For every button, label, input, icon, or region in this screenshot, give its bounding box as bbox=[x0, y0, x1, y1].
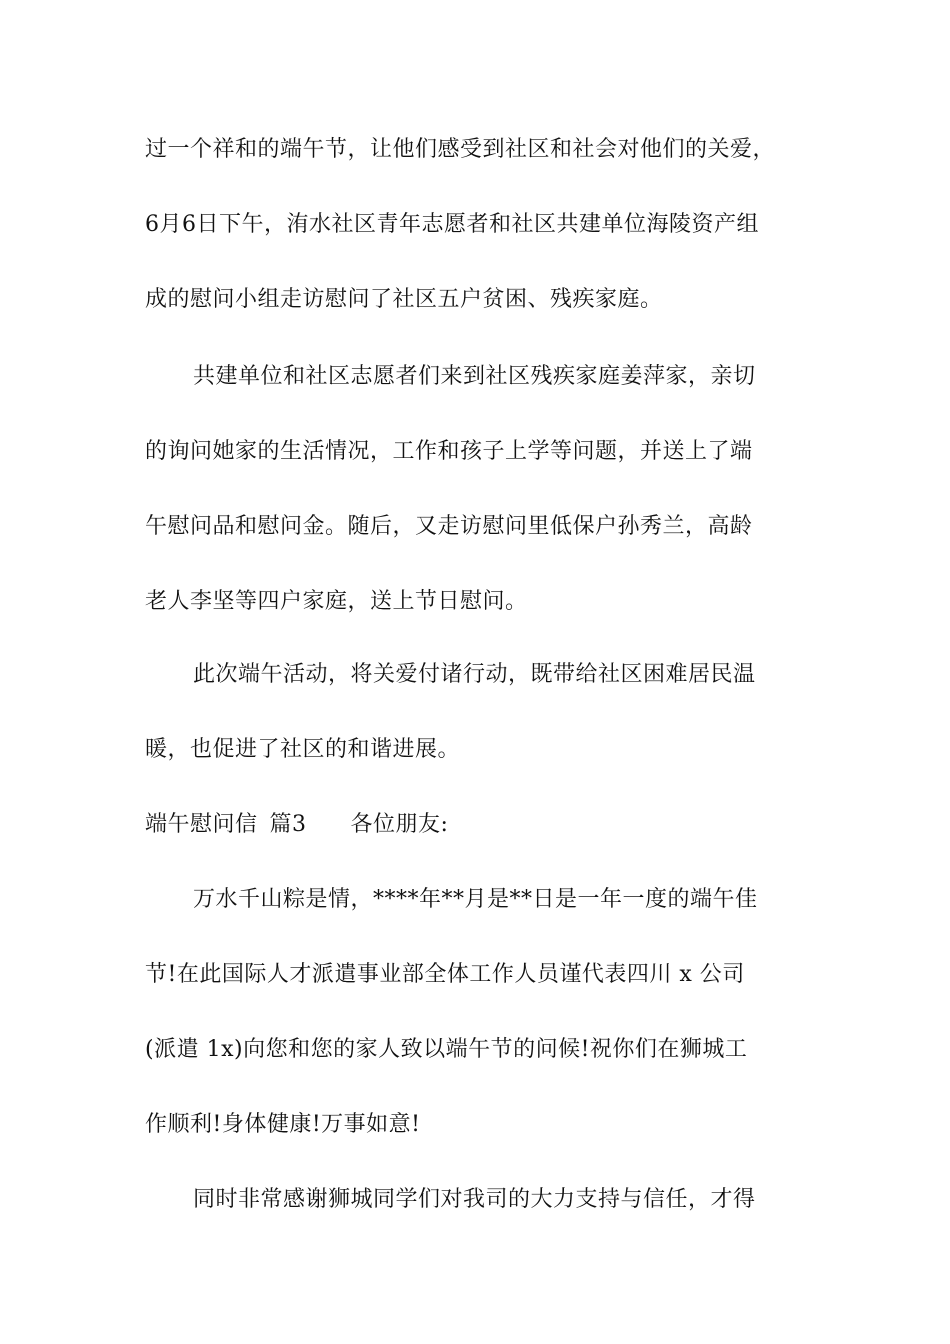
section-heading bbox=[145, 810, 448, 840]
paragraph-line: 万水千山粽是情，****年**月是**日是一年一度的端午佳 bbox=[193, 887, 758, 912]
paragraph-line: 作顺利!身体健康!万事如意! bbox=[145, 1112, 421, 1137]
heading-greeting: 各位朋友: bbox=[350, 812, 449, 837]
paragraph-line: 同时非常感谢狮城同学们对我司的大力支持与信任，才得 bbox=[193, 1187, 756, 1212]
paragraph-line: 午慰问品和慰问金。随后，又走访慰问里低保户孙秀兰，高龄 bbox=[145, 514, 753, 539]
paragraph-line: 此次端午活动，将关爱付诸行动，既带给社区困难居民温 bbox=[193, 662, 756, 687]
paragraph-line: 的询问她家的生活情况，工作和孩子上学等问题，并送上了端 bbox=[145, 439, 753, 464]
paragraph-line: 老人李坚等四户家庭，送上节日慰问。 bbox=[145, 589, 528, 614]
paragraph-line: 6月6日下午，洧水社区青年志愿者和社区共建单位海陵资产组 bbox=[145, 212, 759, 237]
heading-part: 篇3 bbox=[269, 812, 307, 837]
paragraph-line: (派遣 1x)向您和您的家人致以端午节的问候!祝你们在狮城工 bbox=[145, 1037, 748, 1062]
paragraph-line: 过一个祥和的端午节，让他们感受到社区和社会对他们的关爱， bbox=[145, 137, 776, 162]
paragraph-line: 共建单位和社区志愿者们来到社区残疾家庭姜萍家，亲切 bbox=[193, 364, 756, 389]
paragraph-line: 暖，也促进了社区的和谐进展。 bbox=[145, 737, 461, 762]
paragraph-line: 成的慰问小组走访慰问了社区五户贫困、残疾家庭。 bbox=[145, 287, 663, 312]
paragraph-line: 节!在此国际人才派遣事业部全体工作人员谨代表四川 x 公司 bbox=[145, 962, 745, 987]
heading-title: 端午慰问信 bbox=[145, 812, 258, 837]
